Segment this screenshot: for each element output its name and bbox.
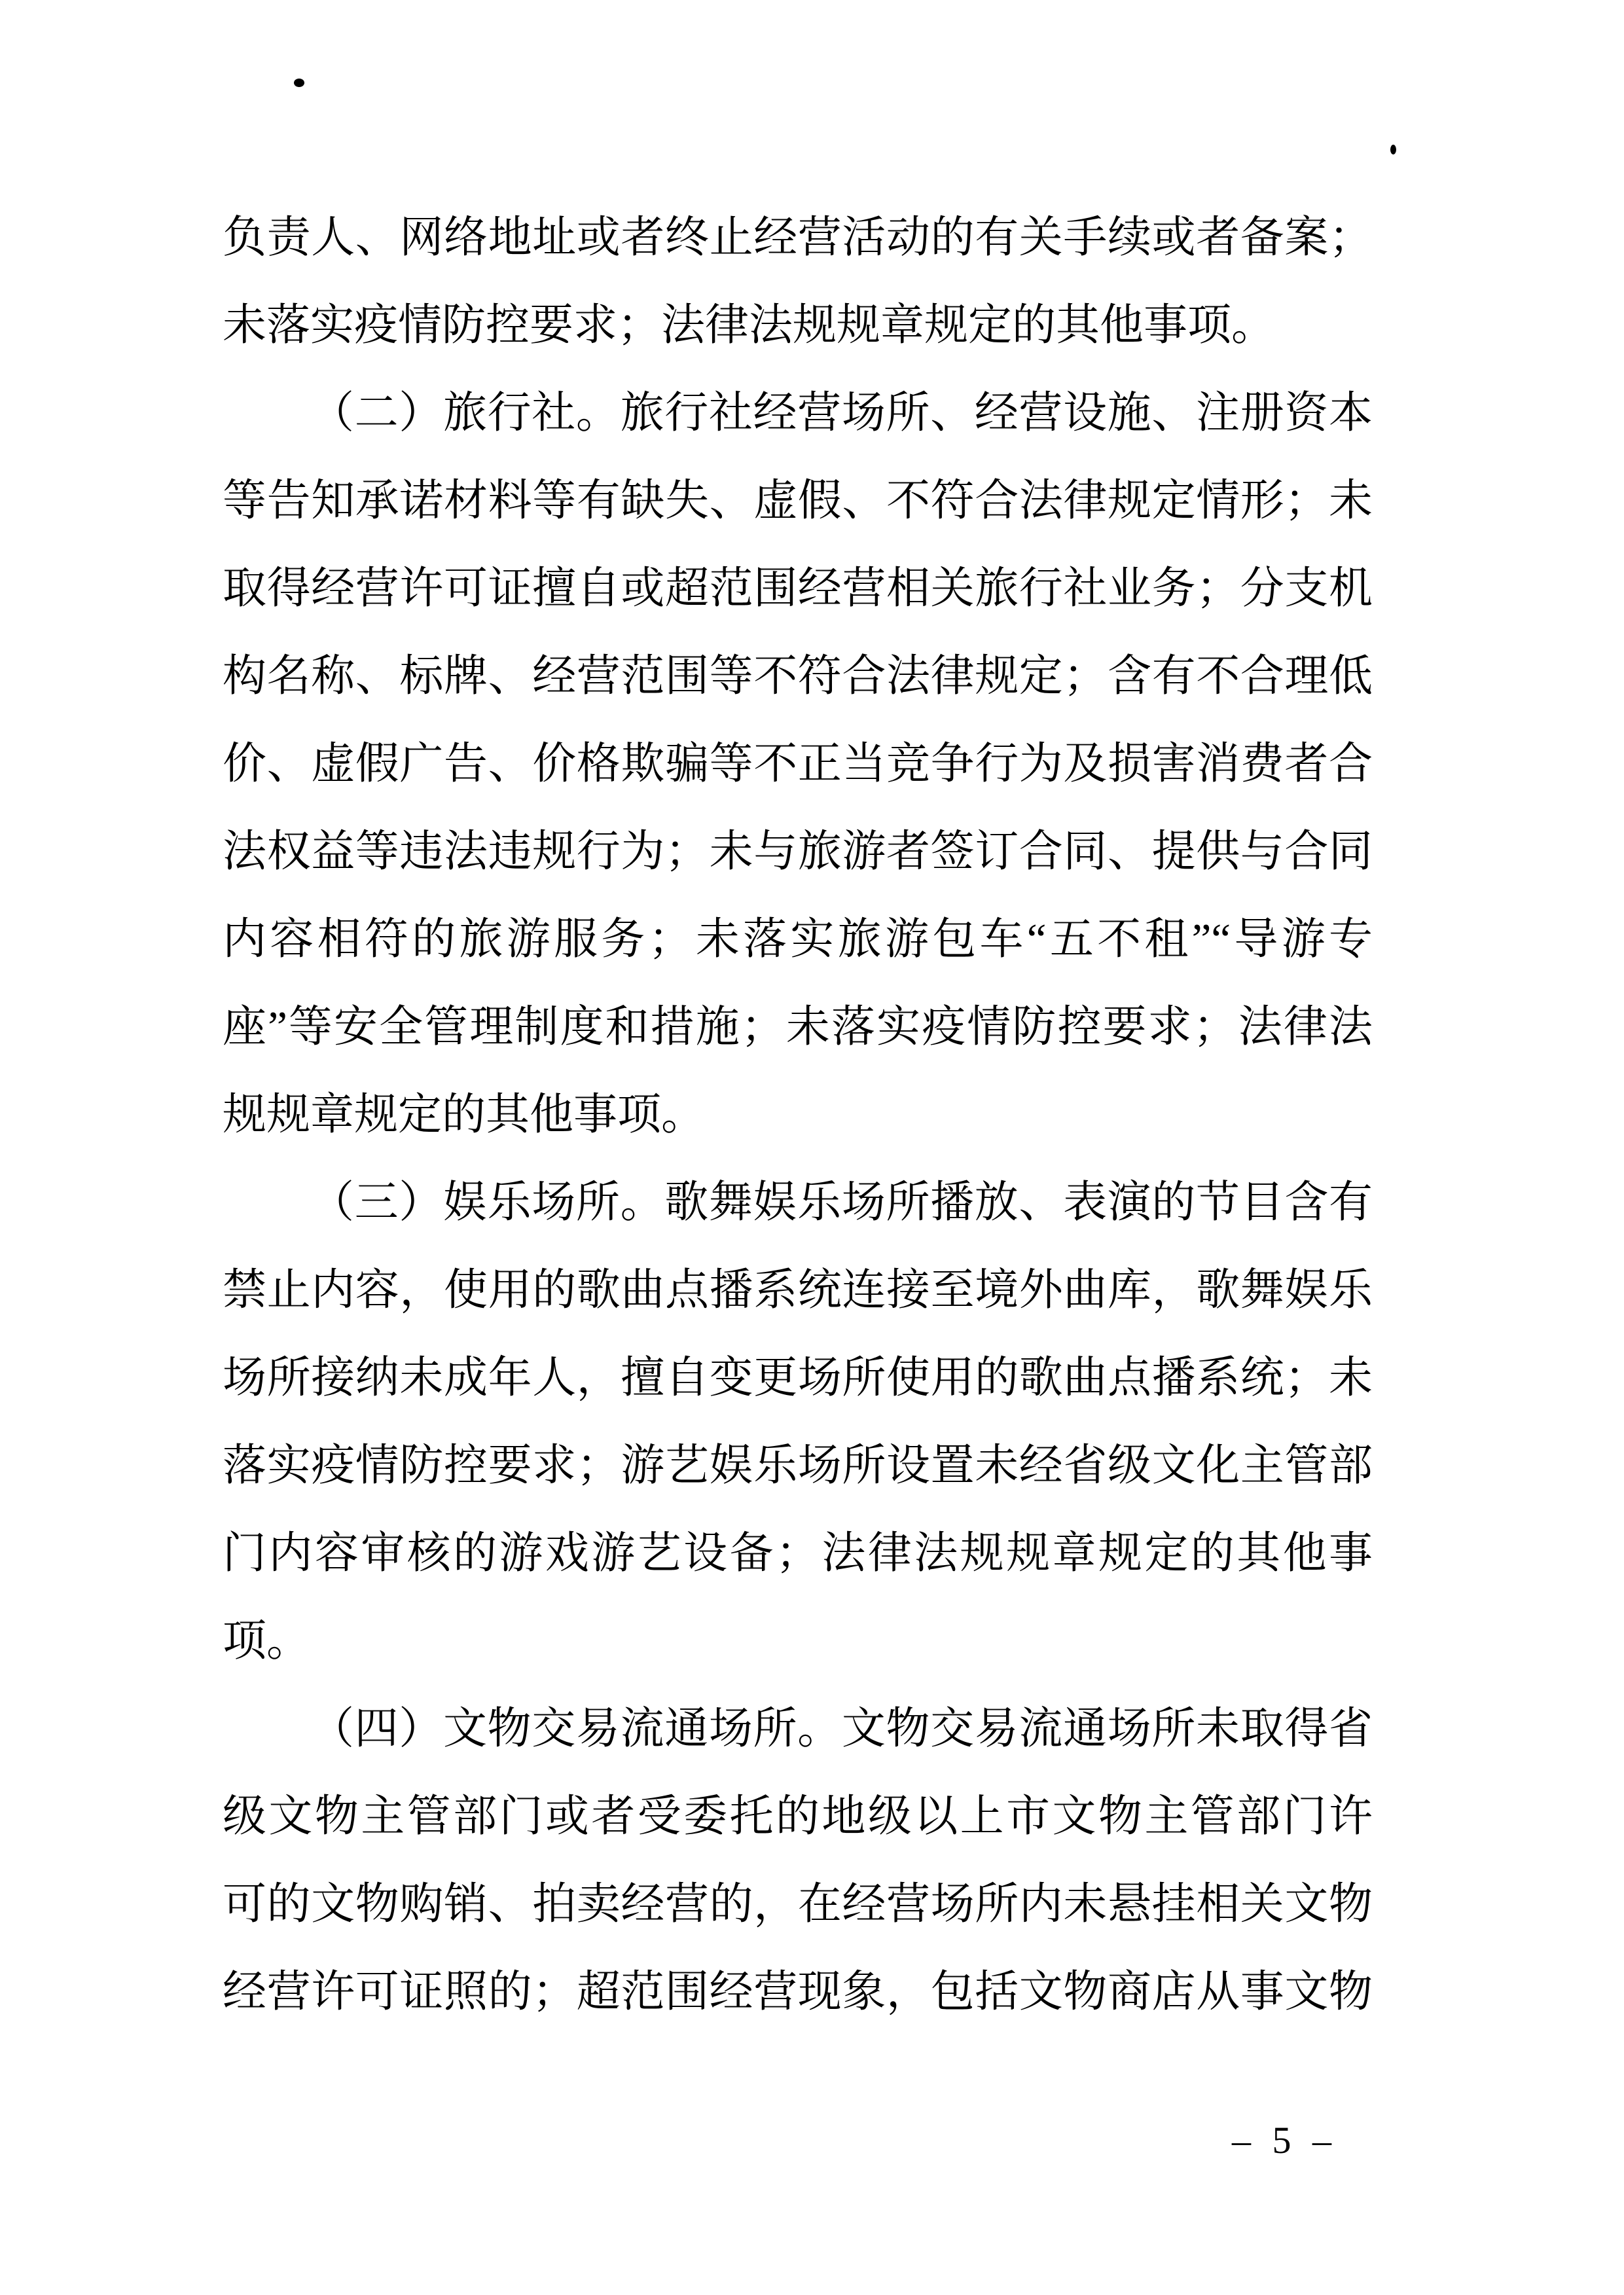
- text-line: 可的文物购销、拍卖经营的，在经营场所内未悬挂相关文物: [223, 1880, 1373, 1928]
- ink-speck: [1390, 145, 1396, 154]
- document-body: [223, 194, 1373, 2036]
- text-line: 禁止内容，使用的歌曲点播系统连接至境外曲库，歌舞娱乐: [223, 1266, 1373, 1314]
- page-number: – 5 –: [1232, 2119, 1337, 2161]
- text-line: 负责人、网络地址或者终止经营活动的有关手续或者备案；: [223, 213, 1373, 262]
- text-line: 座”等安全管理制度和措施；未落实疫情防控要求；法律法: [223, 1003, 1373, 1051]
- text-line: 法权益等违法违规行为；未与旅游者签订合同、提供与合同: [223, 827, 1373, 876]
- text-line: 级文物主管部门或者受委托的地级以上市文物主管部门许: [223, 1792, 1373, 1841]
- text-line: 落实疫情防控要求；游艺娱乐场所设置未经省级文化主管部: [223, 1441, 1373, 1490]
- text-line: 内容相符的旅游服务；未落实旅游包车“五不租”“导游专: [223, 915, 1373, 964]
- text-line: 构名称、标牌、经营范围等不符合法律规定；含有不合理低: [223, 652, 1373, 700]
- text-line: 场所接纳未成年人，擅自变更场所使用的歌曲点播系统；未: [223, 1354, 1373, 1402]
- text-line: （二）旅行社。旅行社经营场所、经营设施、注册资本: [310, 389, 1373, 437]
- text-line: 取得经营许可证擅自或超范围经营相关旅行社业务；分支机: [223, 564, 1373, 613]
- text-line: 价、虚假广告、价格欺骗等不正当竞争行为及损害消费者合: [223, 740, 1373, 788]
- text-line: 未落实疫情防控要求；法律法规规章规定的其他事项。: [223, 301, 1275, 350]
- text-line: 等告知承诺材料等有缺失、虚假、不符合法律规定情形；未: [223, 477, 1373, 525]
- ink-speck: [294, 79, 304, 87]
- text-line: 项。: [223, 1617, 310, 1665]
- text-line: 规规章规定的其他事项。: [223, 1091, 705, 1139]
- text-line: 经营许可证照的；超范围经营现象，包括文物商店从事文物: [223, 1968, 1373, 2016]
- text-line: （四）文物交易流通场所。文物交易流通场所未取得省: [310, 1705, 1373, 1753]
- text-line: 门内容审核的游戏游艺设备；法律法规规章规定的其他事: [223, 1529, 1373, 1578]
- text-line: （三）娱乐场所。歌舞娱乐场所播放、表演的节目含有: [310, 1178, 1373, 1227]
